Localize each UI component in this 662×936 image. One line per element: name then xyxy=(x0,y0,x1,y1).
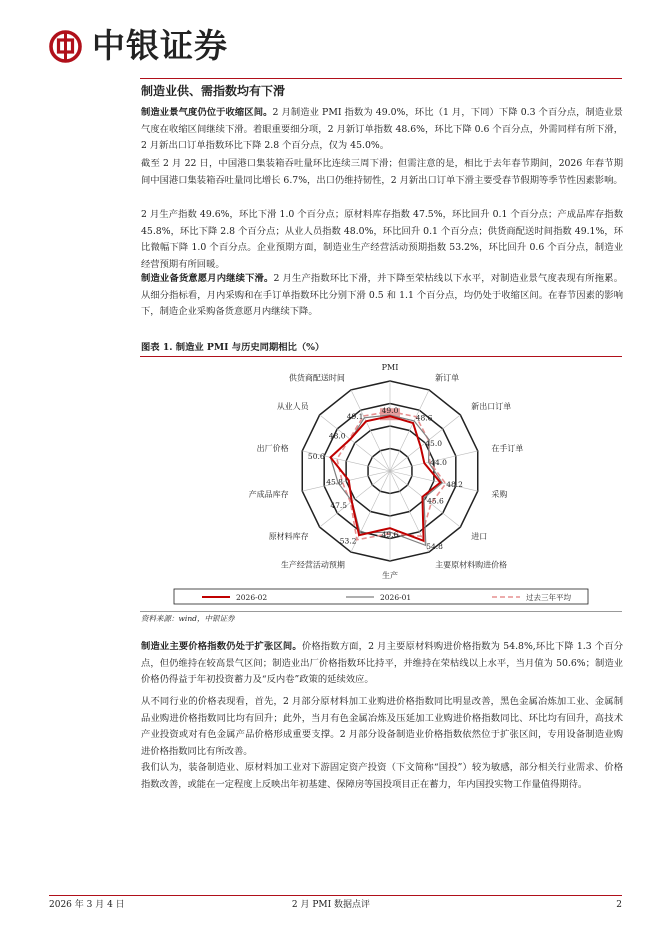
footer-date: 2026 年 3 月 4 日 xyxy=(49,900,125,910)
footer-title: 2 月 PMI 数据点评 xyxy=(291,900,371,910)
header-rule xyxy=(140,78,622,79)
category-label: 产成品库存 xyxy=(248,490,289,500)
data-label: 45.6 xyxy=(427,496,444,506)
data-label: 47.5 xyxy=(330,501,348,511)
category-label: 供货商配送时间 xyxy=(288,373,345,383)
paragraph-2 xyxy=(141,156,623,189)
paragraph-text: 截至 2 月 22 日，中国港口集装箱吞吐量环比连续三周下滑；但需注意的是，相比于去年春节期间，2026 年春节期间中国港口集装箱吞吐量同比增长 6.7%，出口仍维持韧性，2 月新出口订单下滑主要受春节假期等季节性因素影响。 xyxy=(141,158,623,186)
pmi-radar-chart xyxy=(140,357,622,611)
category-label: 生产经营活动预期 xyxy=(280,560,345,570)
paragraph-lead: 制造业主要价格指数仍处于扩张区间。 xyxy=(141,641,302,652)
paragraph-text: 从不同行业的价格表现看，首先，2 月部分原材料加工业购进价格指数同比明显改善，黑色金属冶炼加工业、金属制品业购进价格指数同比均有回升；此外，当月有色金属冶炼及压延加工业购进价格指数同比、环比均有回升，高技术产业投资或对有色金属产品价格形成重要支撑。2 月部分设备制造业价格指数依然位于扩张区间，专用设备制造业购进价格指数同比有所改善。 xyxy=(141,696,623,757)
paragraph-text: 我们认为，装备制造业、原材料加工业对下游固定资产投资（下文简称“国投”）较为敏感，部分相关行业需求、价格指数改善，或能在一定程度上反映出年初基建、保障房等国投项目正在蓄力，年内国投实物工作量值得期待。 xyxy=(141,762,623,790)
paragraph-1 xyxy=(141,105,623,155)
data-label: 53.2 xyxy=(339,536,357,546)
category-label: 在手订单 xyxy=(491,443,524,453)
paragraph-7 xyxy=(141,760,623,793)
paragraph-5 xyxy=(141,639,623,689)
data-label: 44.0 xyxy=(430,457,447,467)
legend-label: 过去三年平均 xyxy=(526,593,571,602)
data-label: 49.0 xyxy=(381,406,399,416)
category-label: 新订单 xyxy=(435,373,460,383)
series-line-2 xyxy=(330,415,442,545)
paragraph-4 xyxy=(141,271,623,321)
category-label: 新出口订单 xyxy=(471,402,512,412)
category-label: 主要原材料购进价格 xyxy=(435,560,508,570)
bank-logo-icon xyxy=(49,30,82,63)
category-label: 进口 xyxy=(471,531,488,541)
data-label: 54.8 xyxy=(426,542,443,552)
data-label: 48.0 xyxy=(328,431,346,441)
page-number: 2 xyxy=(616,900,622,910)
figure-rule-bottom xyxy=(140,611,622,612)
paragraph-text: 2 月生产指数 49.6%，环比下滑 1.0 个百分点；原材料库存指数 47.5%，环比回升 0.1 个百分点；产成品库存指数 45.8%，环比下降 2.8 个百分点；从业人员指数 48.0%，环比回升 0.1 个百分点；供货商配送时间指数 49.1%，环比微幅下降 1.0 个百分点。企业预期方面，制造业生产经营活动预期指数 53.2%，环比回升 0.6 个百分点，制造业经营预期有所回暖。 xyxy=(141,209,623,270)
footer-rule xyxy=(49,895,622,896)
data-label: 45.8 xyxy=(326,477,343,487)
paragraph-lead: 制造业景气度仍位于收缩区间。 xyxy=(141,107,273,118)
data-label: 49.1 xyxy=(346,411,364,421)
category-label: 从业人员 xyxy=(276,402,309,412)
data-label: 48.2 xyxy=(446,479,463,489)
paragraph-lead: 制造业备货意愿月内继续下滑。 xyxy=(141,273,274,284)
series-line-3 xyxy=(337,412,446,540)
paragraph-3 xyxy=(141,207,623,273)
data-label: 49.6 xyxy=(381,530,399,540)
section-title: 制造业供、需指数均有下滑 xyxy=(141,84,286,98)
paragraph-text: 2 月生产指数环比下滑，并下降至荣枯线以下水平，对制造业景气度表现有所拖累。从细分指标看，月内采购和在手订单指数环比分别下滑 0.5 和 1.1 个百分点，均仍处于收缩区间。在春节因素的影响下，制造企业采购备货意愿月内继续下降。 xyxy=(141,273,623,317)
category-label: 原材料库存 xyxy=(268,531,309,541)
paragraph-text: 价格指数方面，2 月主要原材料购进价格指数为 54.8%,环比下降 1.3 个百分点，但仍维持在较高景气区间；制造业出厂价格指数环比持平，并维持在荣枯线以上水平，当月值为 50.6%；制造业价格仍得益于年初投资蓄力及“反内卷”政策的延续效应。 xyxy=(141,641,623,685)
paragraph-text: 2 月制造业 PMI 指数为 49.0%，环比（1 月，下同）下降 0.3 个百分点，制造业景气度在收缩区间继续下滑。着眼重要细分项，2 月新订单指数 48.6%，环比下降 0.6 个百分点，外需同样有所下滑，2 月新出口订单指数环比下降 2.8 个百分点，仅为 45.0%。 xyxy=(141,107,623,151)
data-label: 45.0 xyxy=(425,438,442,448)
figure-source: 资料来源：wind，中银证券 xyxy=(141,614,235,623)
category-label: 出厂价格 xyxy=(256,443,289,453)
data-label: 50.6 xyxy=(307,452,325,462)
category-label: 生产 xyxy=(382,571,398,580)
legend-label: 2026-01 xyxy=(380,593,412,602)
figure-title: 图表 1. 制造业 PMI 与历史同期相比（%） xyxy=(141,342,325,353)
data-label: 48.6 xyxy=(415,413,433,423)
category-label: 采购 xyxy=(491,490,508,500)
brand-name: 中银证券 xyxy=(92,26,228,65)
legend-label: 2026-02 xyxy=(236,593,268,602)
category-label: PMI xyxy=(381,363,399,372)
paragraph-6 xyxy=(141,694,623,760)
